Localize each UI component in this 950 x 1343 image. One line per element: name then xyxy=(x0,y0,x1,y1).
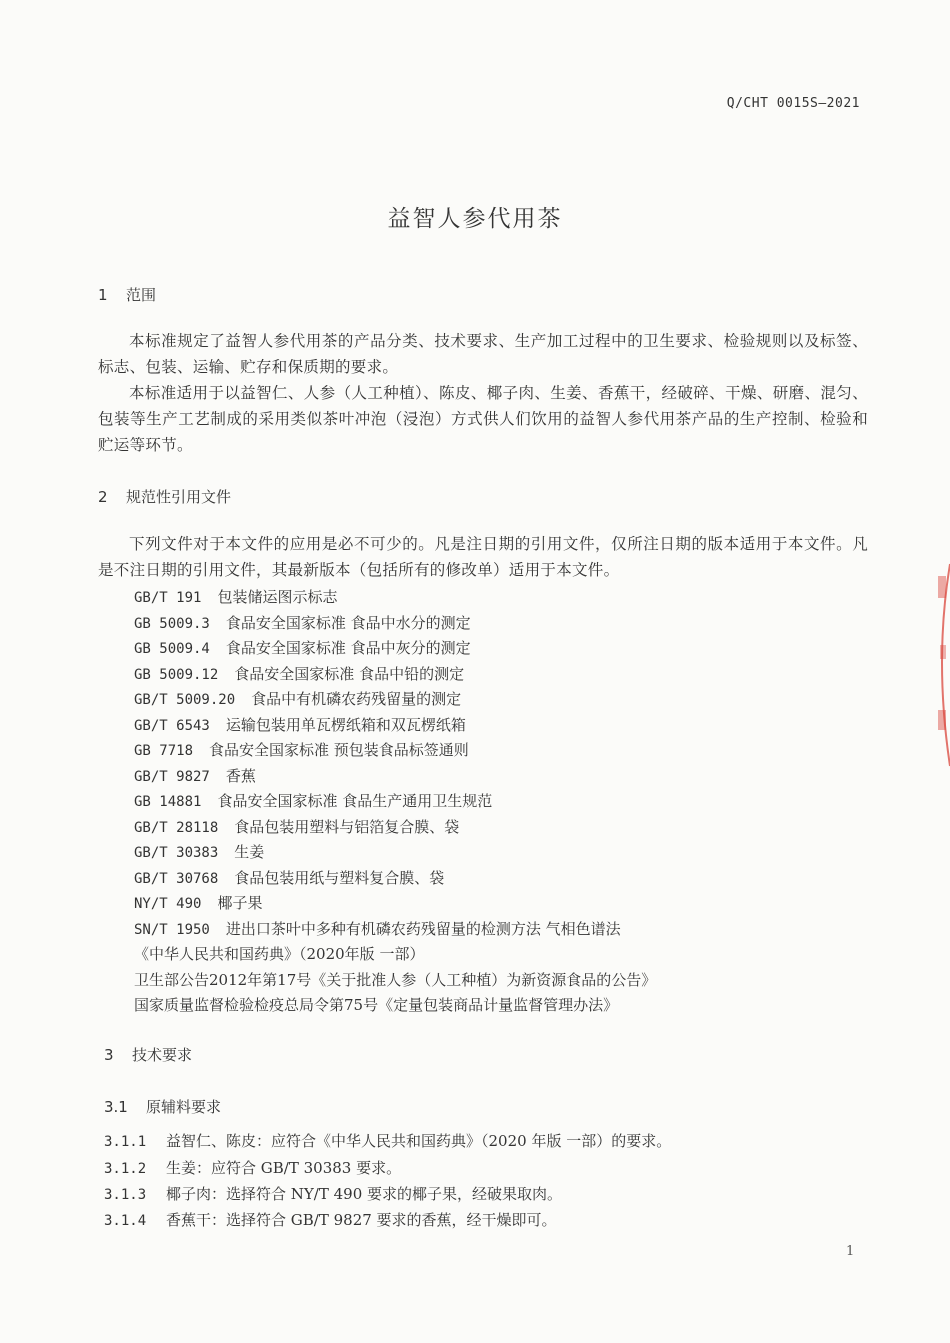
requirement-code: 3.1.3 xyxy=(104,1187,147,1203)
reference-title: 食品包装用塑料与铝箔复合膜、袋 xyxy=(234,817,460,836)
reference-title: 食品安全国家标准 食品中灰分的测定 xyxy=(225,639,471,657)
requirement-item xyxy=(104,1209,884,1230)
reference-code: GB 7718 xyxy=(134,743,194,759)
reference-item xyxy=(134,815,874,841)
reference-item xyxy=(134,611,874,637)
reference-title: 卫生部公告2012年第17号《关于批准人参（人工种植）为新资源食品的公告》 xyxy=(134,970,657,989)
reference-title: 食品安全国家标准 食品中水分的测定 xyxy=(225,613,471,632)
subsection-title: 原辅料要求 xyxy=(146,1098,222,1116)
document-title: 益智人参代用茶 xyxy=(387,206,563,232)
section-title: 规范性引用文件 xyxy=(126,488,232,506)
reference-list xyxy=(134,585,874,1019)
reference-title: 椰子果 xyxy=(217,894,263,912)
requirement-code: 3.1.1 xyxy=(104,1134,147,1150)
reference-code: GB/T 191 xyxy=(134,590,202,606)
reference-code: SN/T 1950 xyxy=(134,921,210,938)
reference-item xyxy=(134,993,874,1019)
reference-title: 包装储运图示标志 xyxy=(217,588,338,606)
requirement-item xyxy=(104,1183,884,1204)
requirement-code: 3.1.2 xyxy=(104,1161,147,1177)
reference-item xyxy=(134,789,874,815)
reference-item xyxy=(134,764,874,790)
section-number: 1 xyxy=(98,286,108,304)
reference-title: 运输包装用单瓦楞纸箱和双瓦楞纸箱 xyxy=(225,715,466,734)
reference-item xyxy=(134,662,874,688)
reference-item xyxy=(134,942,874,968)
section-title: 技术要求 xyxy=(132,1046,193,1064)
reference-code: NY/T 490 xyxy=(134,896,202,912)
reference-title: 进出口茶叶中多种有机磷农药残留量的检测方法 气相色谱法 xyxy=(225,919,621,938)
reference-code: GB/T 30383 xyxy=(134,845,219,861)
reference-title: 国家质量监督检验检疫总局令第75号《定量包装商品计量监督管理办法》 xyxy=(134,996,619,1014)
subsection-heading-raw-materials xyxy=(104,1096,221,1117)
reference-item xyxy=(134,636,874,662)
section-heading-references xyxy=(98,486,231,507)
section-number: 3 xyxy=(104,1046,114,1064)
requirement-text: 椰子肉：选择符合 NY/T 490 要求的椰子果，经破果取肉。 xyxy=(166,1185,563,1203)
seal-stamp-icon xyxy=(928,560,950,770)
reference-title: 食品包装用纸与塑料复合膜、袋 xyxy=(234,868,445,887)
reference-code: GB 5009.3 xyxy=(134,615,210,632)
reference-item xyxy=(134,713,874,739)
scope-paragraph-1: 本标准规定了益智人参代用茶的产品分类、技术要求、生产加工过程中的卫生要求、检验规则以及标签、标志、包装、运输、贮存和保质期的要求。 xyxy=(98,332,868,376)
reference-title: 生姜 xyxy=(234,843,265,861)
requirement-item xyxy=(104,1157,884,1178)
scope-paragraph-2: 本标准适用于以益智仁、人参（人工种植）、陈皮、椰子肉、生姜、香蕉干，经破碎、干燥、研磨、混匀、包装等生产工艺制成的采用类似茶叶冲泡（浸泡）方式供人们饮用的益智人参代用茶产品的生产控制、检验和贮运等环节。 xyxy=(98,384,868,454)
section-heading-scope xyxy=(98,284,156,305)
reference-title: 《中华人民共和国药典》（2020年版 一部） xyxy=(134,945,425,963)
section-number: 2 xyxy=(98,488,108,506)
reference-item xyxy=(134,687,874,713)
reference-item xyxy=(134,968,874,994)
reference-title: 食品安全国家标准 食品生产通用卫生规范 xyxy=(217,792,493,810)
requirement-item xyxy=(104,1130,884,1151)
reference-item xyxy=(134,917,874,943)
requirement-code: 3.1.4 xyxy=(104,1213,147,1229)
reference-item xyxy=(134,585,874,611)
reference-code: GB/T 5009.20 xyxy=(134,692,236,708)
references-intro: 下列文件对于本文件的应用是必不可少的。凡是注日期的引用文件，仅所注日期的版本适用于本文件。凡是不注日期的引用文件，其最新版本（包括所有的修改单）适用于本文件。 xyxy=(98,535,868,579)
reference-title: 香蕉 xyxy=(225,766,256,785)
section-heading-technical xyxy=(104,1044,192,1065)
requirement-text: 香蕉干：选择符合 GB/T 9827 要求的香蕉，经干燥即可。 xyxy=(166,1211,557,1229)
reference-item xyxy=(134,840,874,866)
section-title: 范围 xyxy=(126,286,157,304)
requirement-text: 生姜：应符合 GB/T 30383 要求。 xyxy=(166,1159,402,1177)
subsection-number: 3.1 xyxy=(104,1098,128,1116)
reference-item xyxy=(134,891,874,917)
reference-code: GB 5009.12 xyxy=(134,666,219,683)
reference-code: GB/T 9827 xyxy=(134,768,210,785)
reference-item xyxy=(134,866,874,892)
reference-code: GB/T 30768 xyxy=(134,870,219,887)
reference-code: GB/T 6543 xyxy=(134,717,210,734)
reference-code: GB/T 28118 xyxy=(134,819,219,836)
reference-item xyxy=(134,738,874,764)
page-number: 1 xyxy=(846,1244,855,1259)
reference-title: 食品安全国家标准 食品中铅的测定 xyxy=(234,664,465,683)
reference-code: GB 14881 xyxy=(134,794,202,810)
reference-title: 食品中有机磷农药残留量的测定 xyxy=(251,690,462,708)
standard-code: Q/CHT 0015S—2021 xyxy=(726,96,860,111)
reference-title: 食品安全国家标准 预包装食品标签通则 xyxy=(209,741,469,759)
reference-code: GB 5009.4 xyxy=(134,641,210,657)
requirement-text: 益智仁、陈皮：应符合《中华人民共和国药典》（2020 年版 一部）的要求。 xyxy=(166,1132,672,1150)
